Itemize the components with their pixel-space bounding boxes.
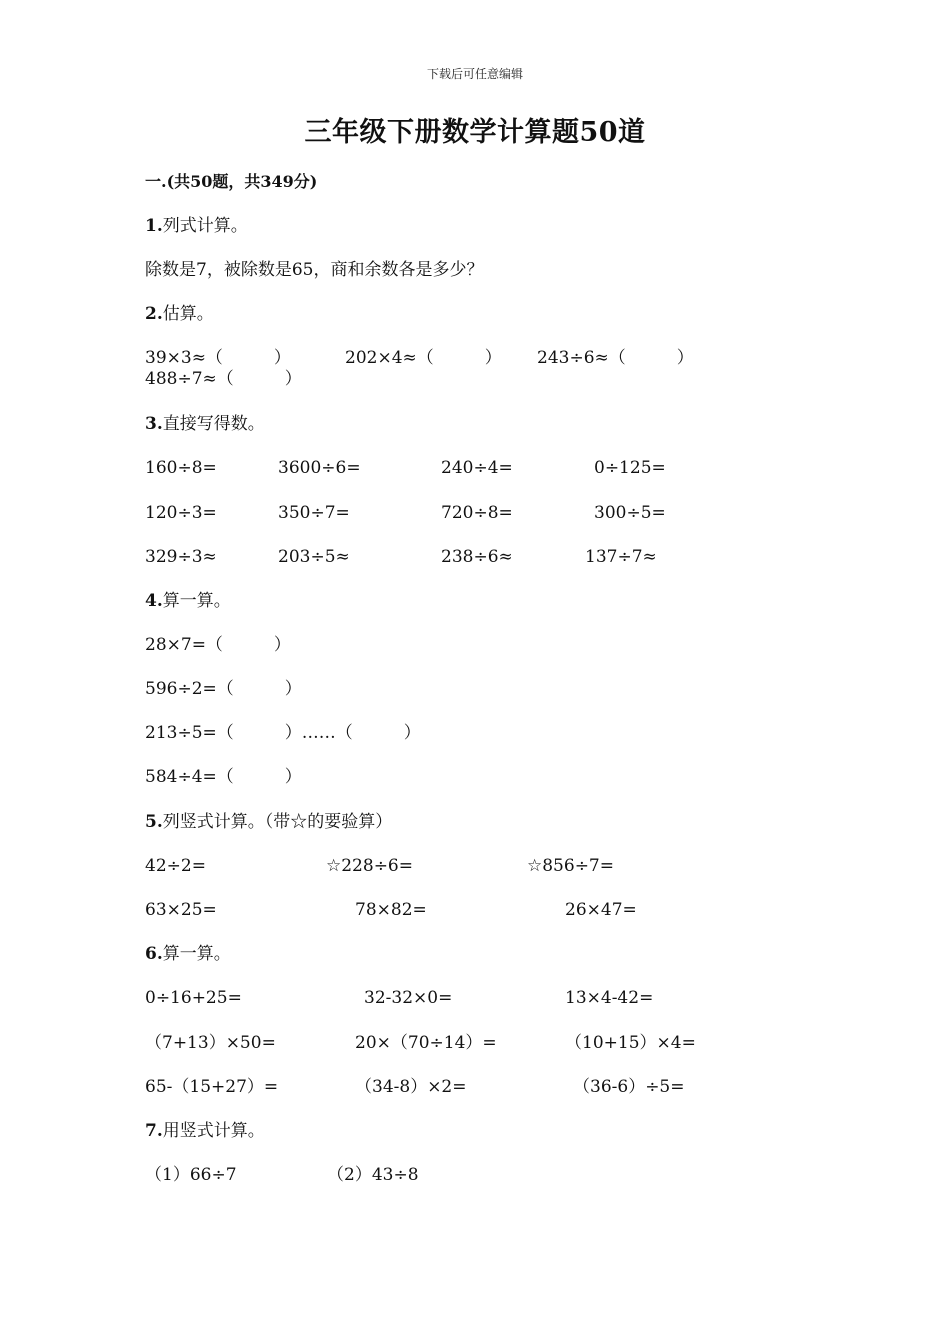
- calc-item: （7+13）×50=: [145, 1033, 276, 1053]
- calc-item: 0÷16+25=: [145, 988, 242, 1008]
- estimate-item: 243÷6≈（ ）: [537, 348, 694, 368]
- calc-item: 42÷2=: [145, 856, 206, 876]
- question-number: 2.: [145, 304, 163, 324]
- calc-item: 350÷7=: [278, 503, 350, 523]
- calc-item: 65-（15+27）=: [145, 1077, 279, 1097]
- estimate-item: 39×3≈（ ）: [145, 348, 291, 368]
- question-4-title: [145, 593, 231, 610]
- question-number: 1.: [145, 216, 163, 236]
- calc-item: 32-32×0=: [364, 988, 453, 1008]
- calc-item: 28×7=（ ）: [145, 635, 291, 655]
- calc-item: 63×25=: [145, 900, 217, 920]
- calc-item: 0÷125=: [594, 458, 666, 478]
- calc-item: 584÷4=（ ）: [145, 767, 302, 787]
- question-title-text: 直接写得数。: [162, 414, 265, 434]
- question-number: 6.: [145, 944, 163, 964]
- calc-item: ☆856÷7=: [527, 856, 614, 876]
- calc-item: 300÷5=: [594, 503, 666, 523]
- question-number: 3.: [145, 414, 163, 434]
- calc-item: 238÷6≈: [441, 547, 513, 567]
- question-7-title: [145, 1123, 265, 1140]
- calc-item: 240÷4=: [441, 458, 513, 478]
- question-6-title: [145, 946, 231, 963]
- calc-item: 20×（70÷14）=: [355, 1033, 497, 1053]
- calc-item: （34-8）×2=: [355, 1077, 467, 1097]
- document-title: 三年级下册数学计算题50道: [304, 117, 646, 148]
- question-number: 7.: [145, 1121, 163, 1141]
- question-1-text: 除数是7，被除数是65，商和余数各是多少？: [145, 260, 484, 280]
- calc-item: 596÷2=（ ）: [145, 679, 302, 699]
- calc-item: 160÷8=: [145, 458, 217, 478]
- calc-item: 213÷5=（ ）……（ ）: [145, 723, 421, 743]
- calc-item: 120÷3=: [145, 503, 217, 523]
- question-1-title: [145, 218, 248, 235]
- question-title-text: 算一算。: [162, 944, 231, 964]
- calc-item: 78×82=: [355, 900, 427, 920]
- calc-item: 13×4-42=: [565, 988, 654, 1008]
- question-title-text: 列竖式计算。（带☆的要验算）: [162, 812, 393, 832]
- header-note: 下载后可任意编辑: [426, 67, 523, 81]
- calc-item: 137÷7≈: [585, 547, 657, 567]
- question-title-text: 列式计算。: [162, 216, 248, 236]
- calc-item: （10+15）×4=: [565, 1033, 696, 1053]
- calc-item: （2）43÷8: [327, 1165, 419, 1185]
- question-3-title: [145, 416, 265, 433]
- calc-item: 3600÷6=: [278, 458, 361, 478]
- calc-item: （36-6）÷5=: [573, 1077, 685, 1097]
- question-title-text: 算一算。: [162, 591, 231, 611]
- calc-item: （1）66÷7: [145, 1165, 237, 1185]
- estimate-item: 488÷7≈（ ）: [145, 369, 302, 389]
- question-title-text: 用竖式计算。: [162, 1121, 265, 1141]
- calc-item: ☆228÷6=: [326, 856, 413, 876]
- calc-item: 720÷8=: [441, 503, 513, 523]
- question-number: 4.: [145, 591, 163, 611]
- question-number: 5.: [145, 812, 163, 832]
- calc-item: 203÷5≈: [278, 547, 350, 567]
- question-5-title: [145, 814, 392, 831]
- question-title-text: 估算。: [162, 304, 214, 324]
- question-2-title: [145, 306, 214, 323]
- calc-item: 26×47=: [565, 900, 637, 920]
- estimate-item: 202×4≈（ ）: [345, 348, 502, 368]
- section-heading: 一.(共50题，共349分): [145, 172, 318, 191]
- calc-item: 329÷3≈: [145, 547, 217, 567]
